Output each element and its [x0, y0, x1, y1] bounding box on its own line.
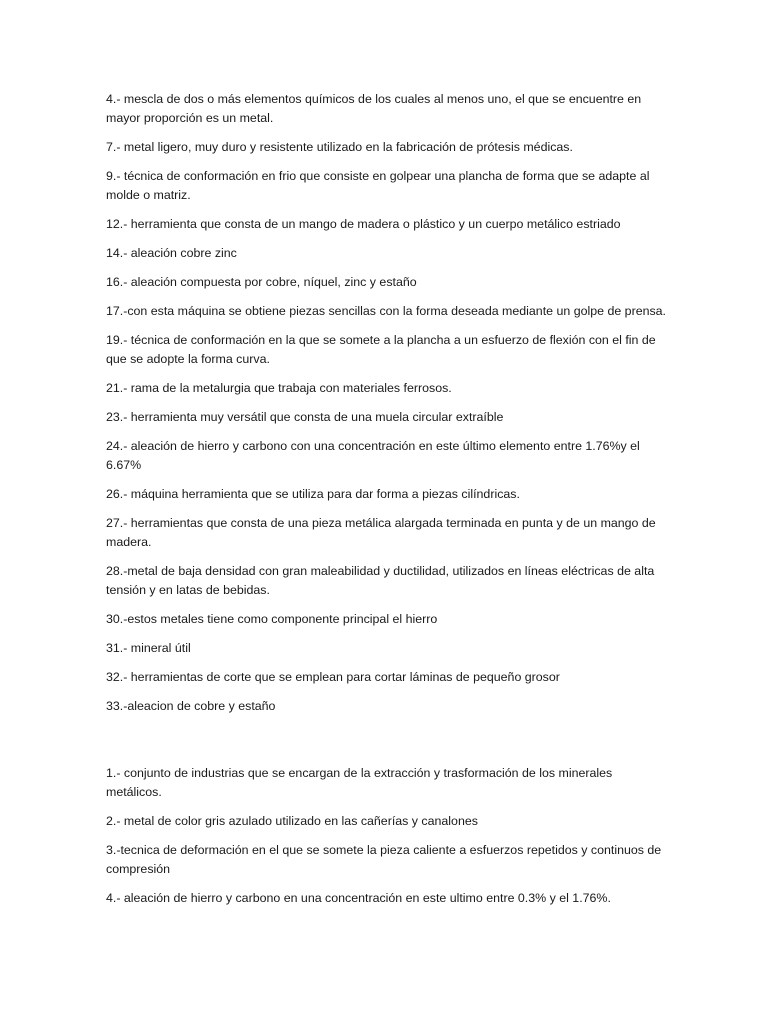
clue-item: 30.-estos metales tiene como componente principal el hierro [106, 612, 438, 626]
clue-item: 19.- técnica de conformación en la que se somete a la plancha a un esfuerzo de flexión con el fin de que se adopte la forma curva. [106, 333, 656, 366]
clue-item: 16.- aleación compuesta por cobre, níquel, zinc y estaño [106, 275, 417, 289]
clue-item: 31.- mineral útil [106, 641, 191, 655]
clue-item: 17.-con esta máquina se obtiene piezas sencillas con la forma deseada mediante un golpe de prensa. [106, 304, 667, 318]
clue-item: 3.-tecnica de deformación en el que se somete la pieza caliente a esfuerzos repetidos y continuos de compresión [106, 843, 662, 876]
clue-list-2 [106, 764, 666, 908]
clue-item: 23.- herramienta muy versátil que consta de una muela circular extraíble [106, 410, 504, 424]
clue-item: 7.- metal ligero, muy duro y resistente utilizado en la fabricación de prótesis médicas. [106, 140, 573, 154]
clue-item: 32.- herramientas de corte que se emplean para cortar láminas de pequeño grosor [106, 670, 560, 684]
clue-item: 33.-aleacion de cobre y estaño [106, 699, 276, 713]
clue-item: 12.- herramienta que consta de un mango de madera o plástico y un cuerpo metálico estriado [106, 217, 621, 231]
document-body [106, 90, 666, 918]
clue-item: 26.- máquina herramienta que se utiliza para dar forma a piezas cilíndricas. [106, 487, 520, 501]
clue-item: 1.- conjunto de industrias que se encargan de la extracción y trasformación de los minerales metálicos. [106, 766, 613, 799]
clue-item: 21.- rama de la metalurgia que trabaja con materiales ferrosos. [106, 381, 452, 395]
clue-item: 24.- aleación de hierro y carbono con una concentración en este último elemento entre 1.76%y el 6.67% [106, 439, 640, 472]
clue-item: 9.- técnica de conformación en frio que consiste en golpear una plancha de forma que se adapte al molde o matriz. [106, 169, 650, 202]
clue-item: 27.- herramientas que consta de una pieza metálica alargada terminada en punta y de un mango de madera. [106, 516, 656, 549]
clue-item: 2.- metal de color gris azulado utilizado en las cañerías y canalones [106, 814, 478, 828]
clue-list-1 [106, 90, 666, 716]
clue-item: 14.- aleación cobre zinc [106, 246, 237, 260]
clue-item: 4.- aleación de hierro y carbono en una concentración en este ultimo entre 0.3% y el 1.76%. [106, 891, 611, 905]
section-spacer [106, 726, 666, 764]
clue-item: 4.- mescla de dos o más elementos químicos de los cuales al menos uno, el que se encuentre en mayor proporción es un metal. [106, 92, 642, 125]
clue-item: 28.-metal de baja densidad con gran maleabilidad y ductilidad, utilizados en líneas eléctricas de alta tensión y en latas de bebidas. [106, 564, 655, 597]
